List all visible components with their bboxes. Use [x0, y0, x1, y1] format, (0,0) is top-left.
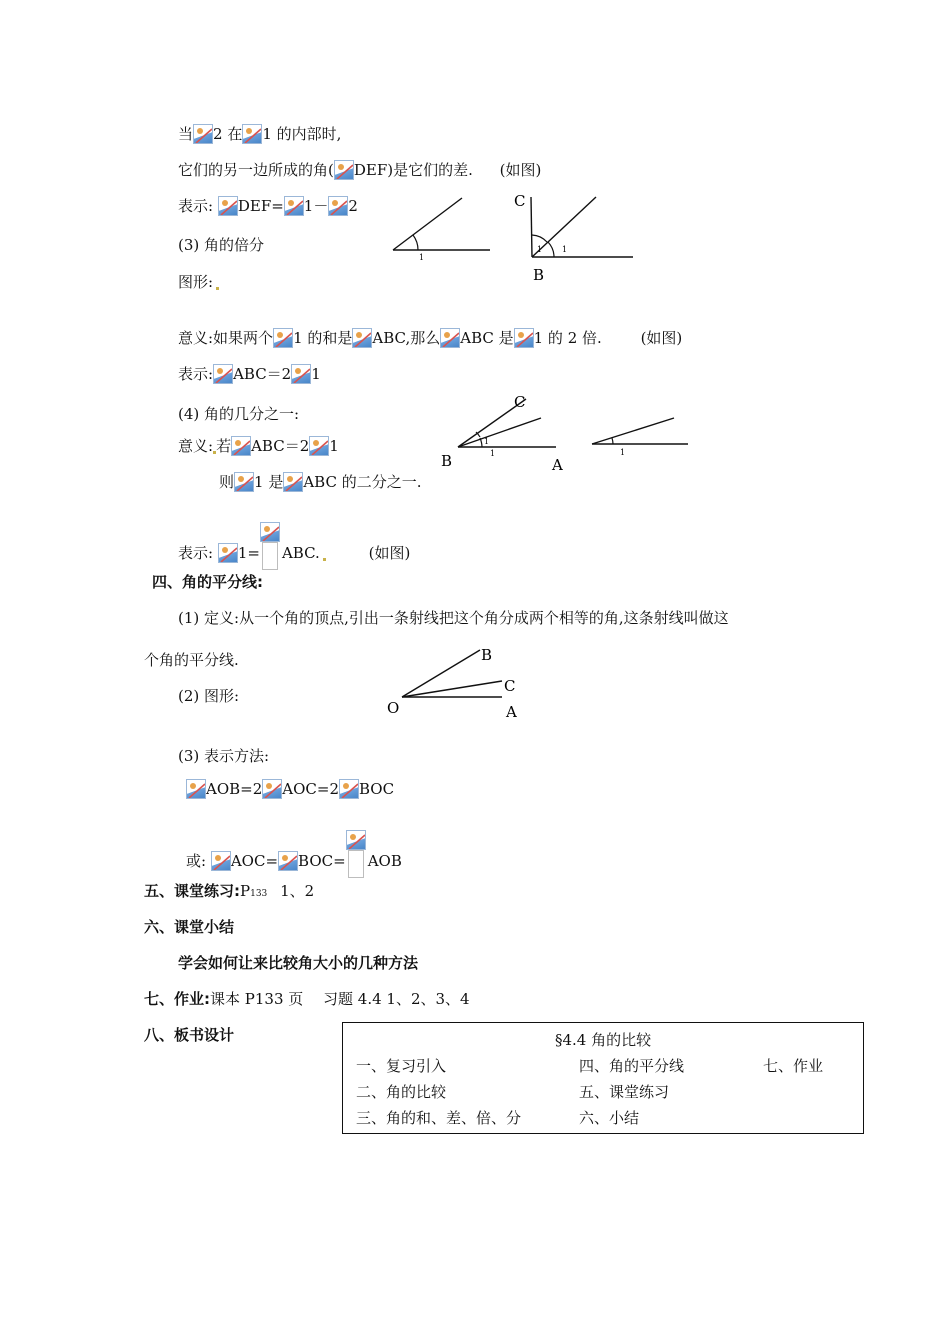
text: 2 — [348, 197, 358, 215]
subheading: (3) 角的倍分 — [178, 236, 265, 254]
broken-image-icon — [234, 472, 254, 492]
broken-image-icon — [218, 196, 238, 216]
point-label-c: C — [514, 393, 526, 411]
angle-label: 1 — [537, 245, 543, 254]
text: AOB — [367, 852, 402, 870]
section-heading: 五、课堂练习: — [144, 882, 240, 900]
text-line — [178, 124, 341, 144]
angle-label: 1 — [562, 245, 568, 254]
text: 133 — [250, 889, 268, 899]
point-label-c: C — [504, 677, 516, 695]
text: 1 的和是 — [293, 329, 353, 347]
text: AOC=2 — [282, 780, 339, 798]
broken-image-icon — [284, 196, 304, 216]
broken-image-icon — [283, 472, 303, 492]
angle-label: 1 — [484, 437, 490, 446]
text: 1－ — [303, 197, 329, 215]
figure-angle-2 — [508, 188, 638, 286]
broken-image-icon — [346, 830, 366, 850]
point-label-b: B — [481, 646, 493, 664]
broken-image-stroke — [187, 780, 206, 799]
text: ABC 是 — [460, 329, 514, 347]
point-label-o: O — [387, 699, 400, 717]
text-line — [178, 328, 682, 348]
broken-image-stroke — [340, 780, 359, 799]
label: 表示: — [178, 544, 214, 562]
text-line — [144, 881, 314, 904]
broken-image-icon — [260, 522, 280, 542]
broken-image-stroke — [284, 473, 303, 492]
text: 1= — [237, 544, 260, 562]
text: ABC,那么 — [372, 329, 441, 347]
broken-image-stroke — [235, 473, 254, 492]
text: 2 在 — [213, 125, 243, 143]
text: DEF= — [237, 197, 284, 215]
broken-image-icon — [309, 436, 329, 456]
label: 或: — [186, 852, 207, 870]
broken-image-icon — [339, 779, 359, 799]
text: ABC＝2 — [251, 437, 310, 455]
fraction-box — [348, 850, 364, 878]
broken-image-icon — [193, 124, 213, 144]
section-heading: 七、作业: — [144, 990, 210, 1008]
broken-image-stroke — [263, 780, 282, 799]
text: 1 — [311, 365, 321, 383]
text: 课本 P133 页 习题 4.4 1、2、3、4 — [210, 990, 470, 1008]
broken-image-stroke — [347, 831, 366, 850]
board-item: 四、角的平分线 — [579, 1057, 685, 1075]
note: (如图) — [368, 544, 411, 562]
broken-image-stroke — [285, 197, 304, 216]
text-line — [186, 779, 394, 799]
text-line — [178, 436, 339, 456]
figure-angle-1 — [388, 192, 498, 264]
text-line — [178, 160, 541, 180]
text: ABC 的二分之一. — [303, 473, 422, 491]
label: 表示: — [178, 365, 214, 383]
broken-image-icon — [328, 196, 348, 216]
broken-image-icon — [231, 436, 251, 456]
text-line — [178, 272, 219, 292]
board-title: §4.4 角的比较 — [555, 1031, 652, 1049]
text: 意义:如果两个 — [178, 329, 274, 347]
broken-image-stroke — [212, 852, 231, 871]
subheading: (3) 表示方法: — [178, 747, 270, 765]
text: AOC= — [230, 852, 279, 870]
section-heading: 八、板书设计 — [144, 1026, 235, 1044]
broken-image-stroke — [279, 852, 298, 871]
fraction-image — [346, 830, 368, 878]
subheading: (2) 图形: — [178, 687, 240, 705]
text: P — [240, 882, 251, 900]
text-line — [178, 196, 358, 216]
board-item: 七、作业 — [763, 1057, 824, 1075]
text: BOC= — [298, 852, 346, 870]
text-line — [178, 522, 410, 570]
fraction-image — [260, 522, 282, 570]
point-label-a: A — [506, 703, 517, 721]
text: 当 — [178, 125, 194, 143]
broken-image-icon — [278, 851, 298, 871]
broken-image-stroke — [243, 125, 262, 144]
broken-image-icon — [334, 160, 354, 180]
text-line — [144, 989, 470, 1009]
section-heading: 四、角的平分线: — [152, 573, 263, 591]
broken-image-stroke — [261, 523, 280, 542]
board-item: 一、复习引入 — [356, 1057, 447, 1075]
broken-image-stroke — [219, 544, 238, 563]
broken-image-stroke — [194, 125, 213, 144]
broken-image-stroke — [274, 329, 293, 348]
broken-image-stroke — [515, 329, 534, 348]
broken-image-icon — [291, 364, 311, 384]
broken-image-stroke — [219, 197, 238, 216]
point-label-b: B — [441, 452, 453, 470]
angle-label: 1 — [620, 448, 626, 457]
text: 1 的 2 倍. — [533, 329, 602, 347]
text: 1 — [329, 437, 339, 455]
text: 则 — [219, 473, 235, 491]
text: ABC. — [281, 544, 320, 562]
figure-bisector — [384, 644, 526, 722]
summary-text: 学会如何让来比较角大小的几种方法 — [178, 954, 419, 972]
text: 若 — [216, 437, 232, 455]
broken-image-icon — [273, 328, 293, 348]
broken-image-stroke — [441, 329, 460, 348]
board-item: 五、课堂练习 — [579, 1083, 670, 1101]
angle-label: 1 — [419, 253, 425, 262]
section-heading: 六、课堂小结 — [144, 918, 235, 936]
broken-image-icon — [218, 543, 238, 563]
board-item: 六、小结 — [579, 1109, 640, 1127]
figure-angle-3 — [438, 390, 578, 476]
point-label-c: C — [514, 192, 526, 210]
broken-image-stroke — [232, 437, 251, 456]
broken-image-icon — [514, 328, 534, 348]
board-item: 二、角的比较 — [356, 1083, 447, 1101]
marker-dot — [216, 287, 219, 290]
text: 1 的内部时, — [262, 125, 342, 143]
fraction-box — [262, 542, 278, 570]
figure-angle-4 — [588, 412, 692, 462]
text: ABC＝2 — [233, 365, 292, 383]
broken-image-stroke — [310, 437, 329, 456]
board-item: 三、角的和、差、倍、分 — [356, 1109, 522, 1127]
note: (如图) — [640, 329, 683, 347]
broken-image-stroke — [329, 197, 348, 216]
board-design-box — [342, 1022, 864, 1134]
point-label-b: B — [533, 266, 545, 284]
text-line — [186, 830, 402, 878]
definition-text: (1) 定义:从一个角的顶点,引出一条射线把这个角分成两个相等的角,这条射线叫做这 — [178, 609, 729, 627]
text: DEF)是它们的差. — [353, 161, 473, 179]
broken-image-icon — [186, 779, 206, 799]
label: 图形: — [178, 273, 214, 291]
label: 表示: — [178, 197, 214, 215]
broken-image-icon — [242, 124, 262, 144]
text-line — [219, 472, 421, 492]
broken-image-icon — [440, 328, 460, 348]
broken-image-stroke — [292, 365, 311, 384]
point-label-a: A — [552, 456, 563, 474]
broken-image-icon — [262, 779, 282, 799]
broken-image-stroke — [353, 329, 372, 348]
angle-label: 1 — [490, 449, 496, 458]
text: 1、2 — [280, 882, 315, 900]
text: 它们的另一边所成的角( — [178, 161, 334, 179]
broken-image-icon — [352, 328, 372, 348]
broken-image-icon — [211, 851, 231, 871]
text: AOB=2 — [206, 780, 263, 798]
label: 意义: — [178, 437, 214, 455]
subheading: (4) 角的几分之一: — [178, 405, 300, 423]
marker-dot — [323, 558, 326, 561]
definition-text: 个角的平分线. — [144, 651, 239, 669]
text-line — [178, 364, 321, 384]
text: 1 是 — [254, 473, 284, 491]
broken-image-icon — [213, 364, 233, 384]
broken-image-stroke — [214, 365, 233, 384]
text: BOC — [358, 780, 395, 798]
note: (如图) — [499, 161, 542, 179]
broken-image-stroke — [335, 161, 354, 180]
